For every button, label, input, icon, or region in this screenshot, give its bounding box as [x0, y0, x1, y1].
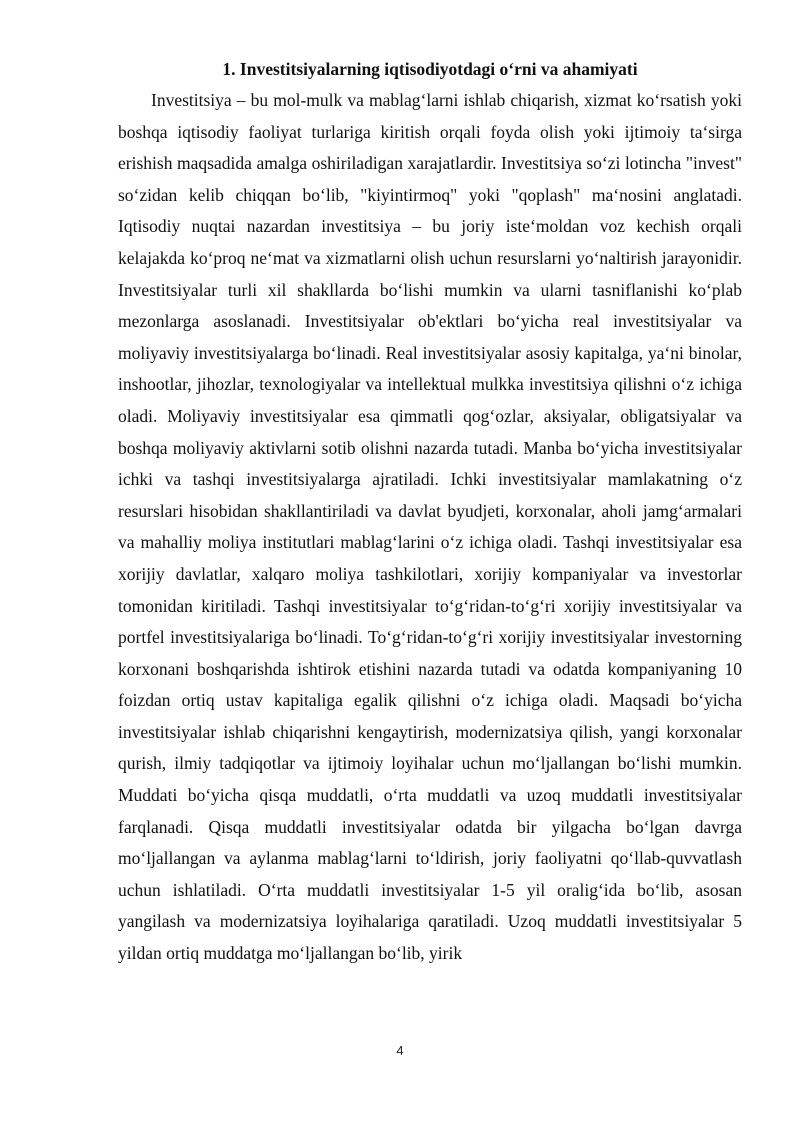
body-paragraph: Investitsiya – bu mol-mulk va mablag‘larni ishlab chiqarish, xizmat ko‘rsatish yoki boshqa iqtisodiy faoliyat turlariga kiritish orqali foyda olish yoki ijtimoiy ta‘sirga erishish maqsadida amalga oshiriladigan xarajatlardir. Investitsiya so‘zi lotincha "invest" so‘zidan kelib chiqqan bo‘lib, "kiyintirmoq" yoki "qoplash" ma‘nosini anglatadi. Iqtisodiy nuqtai nazardan investitsiya – bu joriy iste‘moldan voz kechish orqali kelajakda ko‘proq ne‘mat va xizmatlarni olish uchun resurslarni yo‘naltirish jarayonidir. Investitsiyalar turli xil shakllarda bo‘lishi mumkin va ularni tasniflanishi ko‘plab mezonlarga asoslanadi. Investitsiyalar ob'ektlari bo‘yicha real investitsiyalar va moliyaviy investitsiyalarga bo‘linadi. Real investitsiyalar asosiy kapitalga, ya‘ni binolar, inshootlar, jihozlar, texnologiyalar va intellektual mulkka investitsiya qilishni o‘z ichiga oladi. Moliyaviy investitsiyalar esa qimmatli qog‘ozlar, aksiyalar, obligatsiyalar va boshqa moliyaviy aktivlarni sotib olishni nazarda tutadi. Manba bo‘yicha investitsiyalar ichki va tashqi investitsiyalarga ajratiladi. Ichki investitsiyalar mamlakatning o‘z resurslari hisobidan shakllantiriladi va davlat byudjeti, korxonalar, aholi jamg‘armalari va mahalliy moliya institutlari mablag‘larini o‘z ichiga oladi. Tashqi investitsiyalar esa xorijiy davlatlar, xalqaro moliya tashkilotlari, xorijiy kompaniyalar va investorlar tomonidan kiritiladi. Tashqi investitsiyalar to‘g‘ridan-to‘g‘ri xorijiy investitsiyalar va portfel investitsiyalariga bo‘linadi. To‘g‘ridan-to‘g‘ri xorijiy investitsiyalar investorning korxonani boshqarishda ishtirok etishini nazarda tutadi va odatda kompaniyaning 10 foizdan ortiq ustav kapitaliga egalik qilishni o‘z ichiga oladi. Maqsadi bo‘yicha investitsiyalar ishlab chiqarishni kengaytirish, modernizatsiya qilish, yangi korxonalar qurish, ilmiy tadqiqotlar va ijtimoiy loyihalar uchun mo‘ljallangan bo‘lishi mumkin. Muddati bo‘yicha qisqa muddatli, o‘rta muddatli va uzoq muddatli investitsiyalar farqlanadi. Qisqa muddatli investitsiyalar odatda bir yilgacha bo‘lgan davrga mo‘ljallangan va aylanma mablag‘larni to‘ldirish, joriy faoliyatni qo‘llab-quvvatlash uchun ishlatiladi. O‘rta muddatli investitsiyalar 1-5 yil oralig‘ida bo‘lib, asosan yangilash va modernizatsiya loyihalariga qaratiladi. Uzoq muddatli investitsiyalar 5 yildan ortiq muddatga mo‘ljallangan bo‘lib, yirik: [118, 90, 742, 964]
section-heading: 1. Investitsiyalarning iqtisodiyotdagi o‘rni va ahamiyati: [222, 59, 638, 79]
page-body: [118, 56, 742, 970]
page-number: 4: [396, 1043, 404, 1058]
